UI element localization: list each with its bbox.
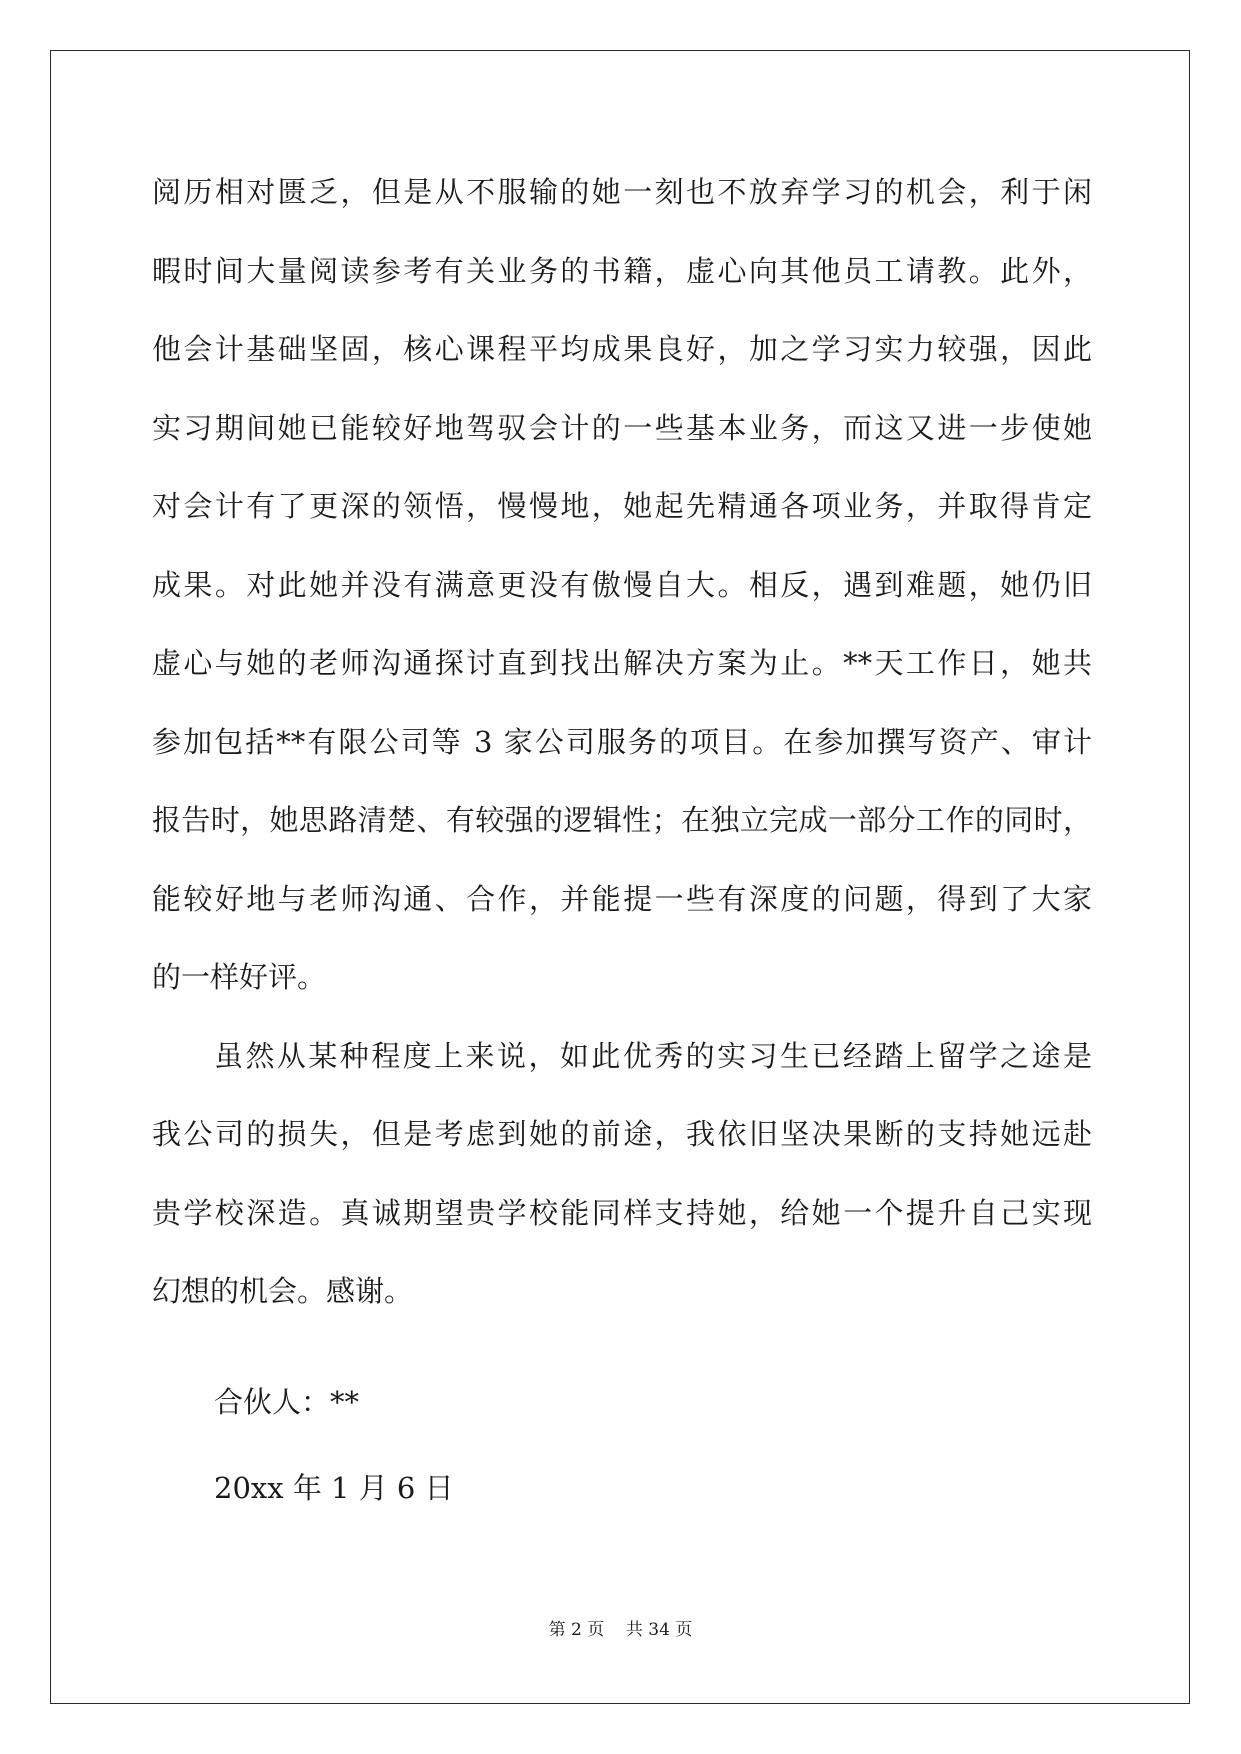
paragraph-1 xyxy=(152,153,1092,1017)
text-line: 成果。对此她并没有满意更没有傲慢自大。相反，遇到难题，她仍旧 xyxy=(152,567,1092,602)
text-line: 实习期间她已能较好地驾驭会计的一些基本业务，而这又进一步使她 xyxy=(152,410,1092,445)
paragraph-2 xyxy=(152,1017,1092,1331)
text-line: 对会计有了更深的领悟，慢慢地，她起先精通各项业务，并取得肯定 xyxy=(152,489,1092,523)
text-line: 幻想的机会。感谢。 xyxy=(152,1274,414,1308)
text-line: 他会计基础坚固，核心课程平均成果良好，加之学习实力较强，因此 xyxy=(152,332,1092,366)
text-line: 虽然从某种程度上来说，如此优秀的实习生已经踏上留学之途是 xyxy=(214,1038,1092,1073)
text-line: 虚心与她的老师沟通探讨直到找出解决方案为止。**天工作日，她共 xyxy=(152,646,1092,680)
signature-date: 20xx 年 1 月 6 日 xyxy=(214,1471,454,1505)
text-line: 阅历相对匮乏，但是从不服输的她一刻也不放弃学习的机会，利于闲 xyxy=(152,175,1092,209)
text-line: 的一样好评。 xyxy=(152,960,327,994)
text-line: 能较好地与老师沟通、合作，并能提一些有深度的问题，得到了大家 xyxy=(152,881,1092,916)
signature-partner: 合伙人：** xyxy=(214,1385,360,1419)
letter-body xyxy=(152,153,1092,1331)
text-line: 参加包括**有限公司等 3 家公司服务的项目。在参加撰写资产、审计 xyxy=(152,724,1092,759)
text-line: 贵学校深造。真诚期望贵学校能同样支持她，给她一个提升自己实现 xyxy=(152,1195,1092,1230)
text-line: 暇时间大量阅读参考有关业务的书籍，虚心向其他员工请教。此外， xyxy=(152,253,1092,288)
page-footer: 第 2 页 共 34 页 xyxy=(548,1620,693,1640)
text-line: 我公司的损失，但是考虑到她的前途，我依旧坚决果断的支持她远赴 xyxy=(152,1117,1092,1151)
text-line: 报告时，她思路清楚、有较强的逻辑性；在独立完成一部分工作的同时， xyxy=(152,803,1092,837)
